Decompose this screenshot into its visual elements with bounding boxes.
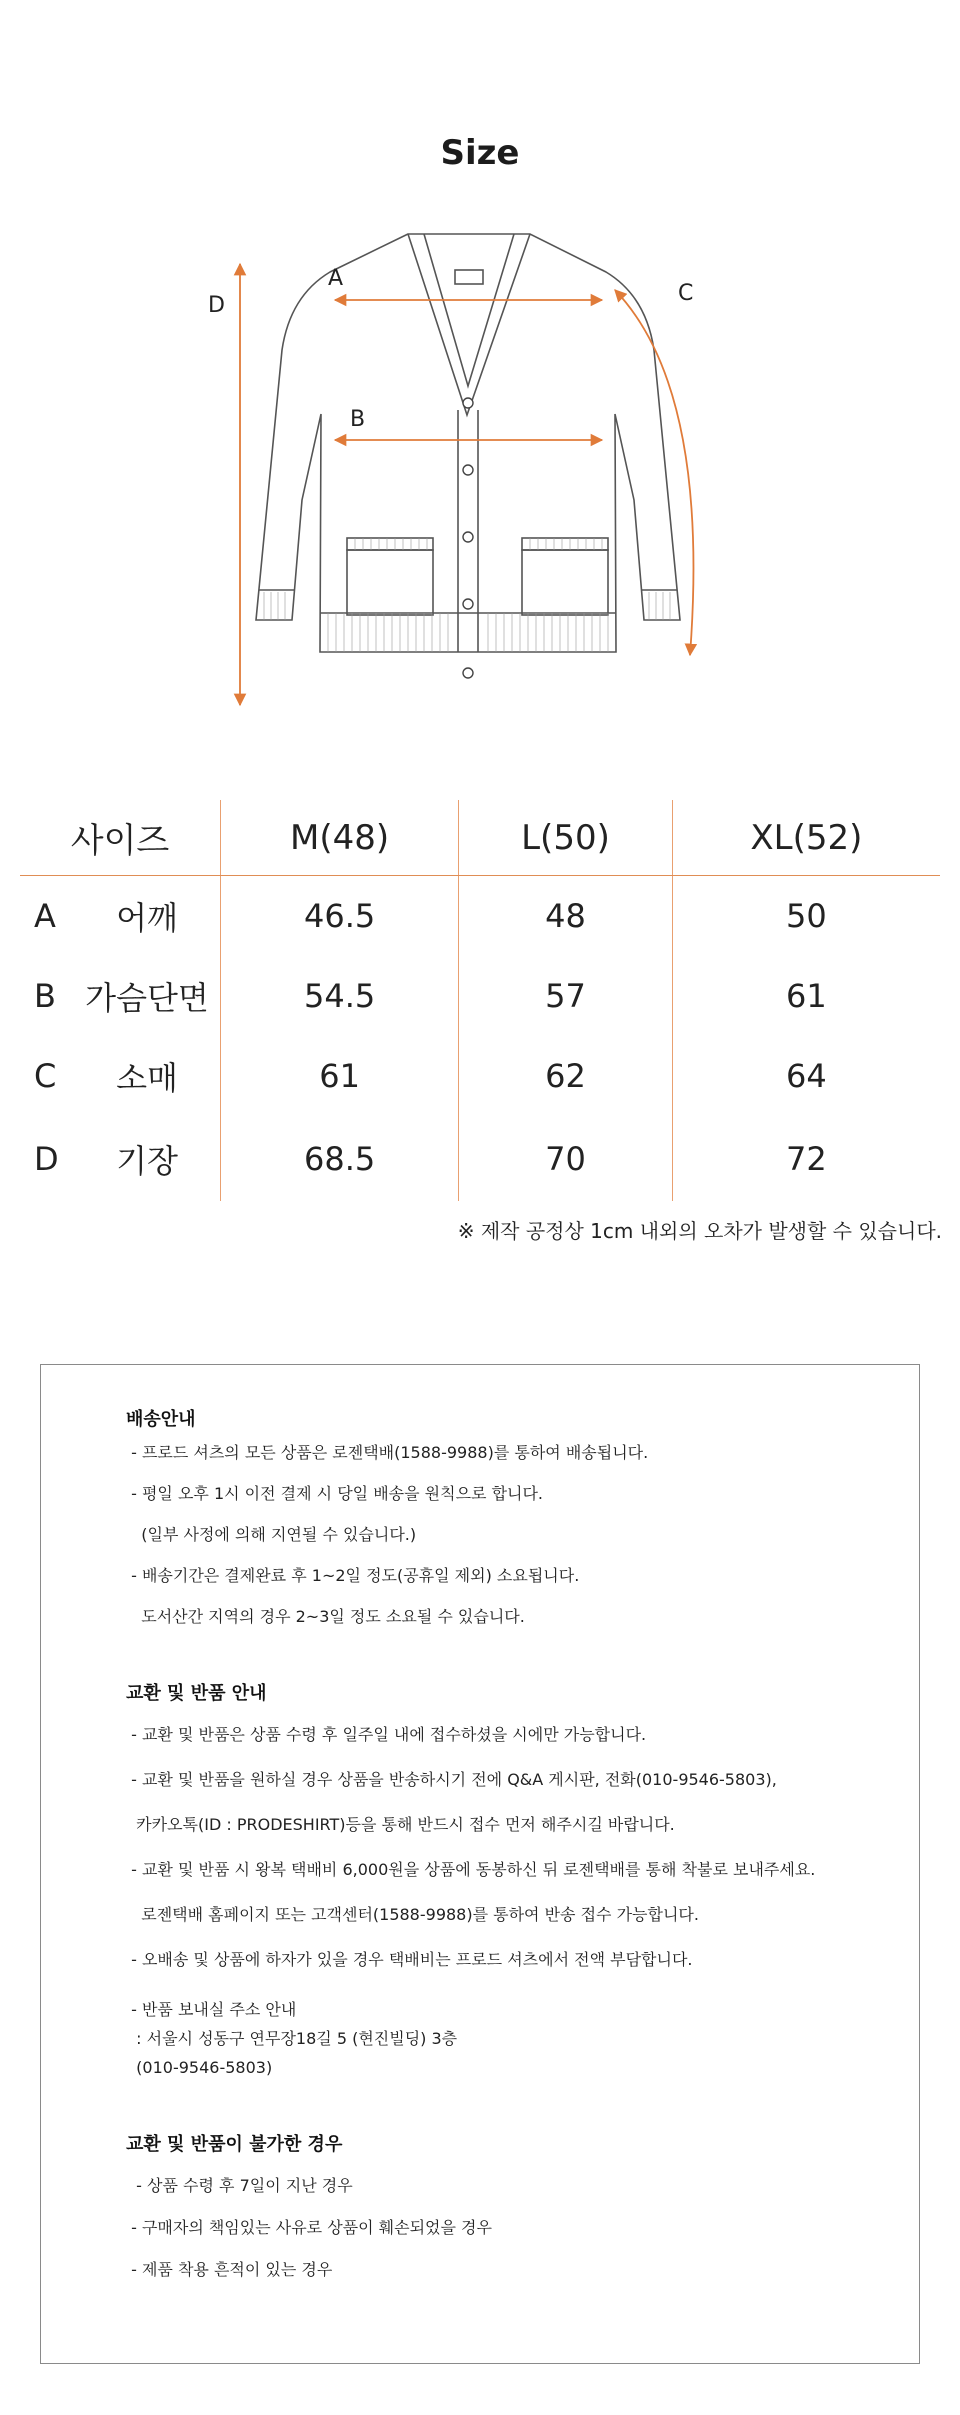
size-table: [20, 800, 940, 1201]
shipping-section: [126, 1405, 886, 1626]
button-3: [463, 532, 473, 542]
no-return-section: [126, 2130, 886, 2279]
row-part: 기장: [116, 1141, 178, 1180]
label-b: B: [350, 407, 366, 432]
row-code: B: [34, 977, 56, 1015]
table-row: [20, 876, 940, 957]
cell-xl: 64: [672, 1036, 940, 1116]
info-content: [126, 1405, 886, 2279]
exchange-line: - 교환 및 반품은 상품 수령 후 일주일 내에 접수하셨을 시에만 가능합니다.: [126, 1725, 647, 1744]
row-code: C: [34, 1057, 57, 1095]
shipping-line: (일부 사정에 의해 지연될 수 있습니다.): [126, 1525, 417, 1544]
exchange-line: 로젠택배 홈페이지 또는 고객센터(1588-9988)를 통하여 반송 접수 가능합니다.: [126, 1905, 699, 1924]
cardigan-size-diagram: [180, 200, 780, 720]
cell-m: 46.5: [221, 876, 459, 957]
cell-m: 68.5: [221, 1116, 459, 1201]
header-xl: XL(52): [672, 800, 940, 876]
exchange-line: 카카오톡(ID : PRODESHIRT)등을 통해 반드시 접수 먼저 해주시길 바랍니다.: [126, 1815, 675, 1834]
address-line: - 반품 보내실 주소 안내: [126, 2000, 297, 2019]
label-a: A: [328, 266, 344, 291]
button-5: [463, 668, 473, 678]
table-row: [20, 1116, 940, 1201]
cell-m: 54.5: [221, 956, 459, 1036]
shipping-line: 도서산간 지역의 경우 2~3일 정도 소요될 수 있습니다.: [126, 1607, 525, 1626]
row-code: D: [34, 1139, 59, 1178]
page-title: Size: [440, 133, 520, 173]
shipping-line: - 프로드 셔츠의 모든 상품은 로젠택배(1588-9988)를 통하여 배송됩니다.: [126, 1443, 649, 1462]
exchange-line: - 교환 및 반품 시 왕복 택배비 6,000원을 상품에 동봉하신 뒤 로젠택배를 통해 착불로 보내주세요.: [126, 1860, 816, 1879]
exchange-line: - 교환 및 반품을 원하실 경우 상품을 반송하시기 전에 Q&A 게시판, 전화(010-9546-5803),: [126, 1770, 777, 1789]
cell-l: 57: [459, 956, 673, 1036]
cell-m: 61: [221, 1036, 459, 1116]
label-d: D: [208, 293, 225, 318]
cell-l: 62: [459, 1036, 673, 1116]
table-row: [20, 956, 940, 1036]
cell-l: 48: [459, 876, 673, 957]
label-c: C: [678, 281, 694, 306]
header-size: 사이즈: [20, 800, 221, 876]
address-line: : 서울시 성동구 연무장18길 5 (현진빌딩) 3층: [126, 2029, 458, 2048]
header-m: M(48): [221, 800, 459, 876]
shipping-title: 배송안내: [126, 1409, 196, 1430]
address-line: (010-9546-5803): [126, 2058, 273, 2077]
button-1: [463, 398, 473, 408]
cell-l: 70: [459, 1116, 673, 1201]
size-table-header: [20, 800, 940, 876]
tolerance-note: ※ 제작 공정상 1cm 내외의 오차가 발생할 수 있습니다.: [457, 1219, 942, 1243]
cell-xl: 50: [672, 876, 940, 957]
exchange-line: - 오배송 및 상품에 하자가 있을 경우 택배비는 프로드 셔츠에서 전액 부담합니다.: [126, 1950, 693, 1969]
row-code: A: [34, 897, 56, 935]
no-return-line: - 구매자의 책임있는 사유로 상품이 훼손되었을 경우: [126, 2218, 492, 2237]
cell-xl: 72: [672, 1116, 940, 1201]
button-2: [463, 465, 473, 475]
no-return-line: - 제품 착용 흔적이 있는 경우: [126, 2260, 333, 2279]
shipping-line: - 배송기간은 결제완료 후 1~2일 정도(공휴일 제외) 소요됩니다.: [126, 1566, 580, 1585]
row-part: 어깨: [116, 899, 178, 937]
cell-xl: 61: [672, 956, 940, 1036]
measure-lines: [240, 264, 693, 705]
row-part: 가슴단면: [85, 979, 209, 1017]
exchange-title: 교환 및 반품 안내: [126, 1683, 267, 1704]
no-return-title: 교환 및 반품이 불가한 경우: [126, 2134, 343, 2155]
header-l: L(50): [459, 800, 673, 876]
info-box: [40, 1364, 920, 2364]
button-4: [463, 599, 473, 609]
row-part: 소매: [116, 1059, 178, 1097]
cardigan-outline: [256, 234, 680, 652]
no-return-line: - 상품 수령 후 7일이 지난 경우: [126, 2176, 353, 2195]
measure-c-line: [615, 290, 693, 655]
rib-texture: [264, 538, 670, 652]
table-row: [20, 1036, 940, 1116]
shipping-line: - 평일 오후 1시 이전 결제 시 당일 배송을 원칙으로 합니다.: [126, 1484, 544, 1503]
exchange-section: [126, 1679, 886, 2077]
